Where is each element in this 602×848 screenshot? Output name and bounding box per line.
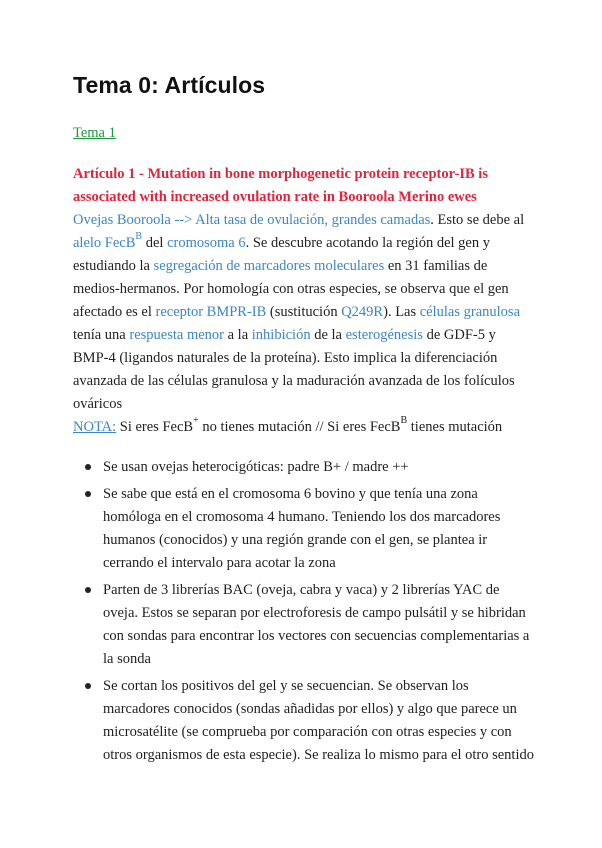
list-item: Se cortan los positivos del gel y se secuencian. Se observan los marcadores conocidos (sondas añadidas por ellos) y algo que parece un microsatélite (se comprueba por comparación con otras especies y con otros organismos de esta especie). Se realiza lo mismo para el otro sentido — [78, 675, 538, 767]
term-esterogenesis: esterogénesis — [345, 327, 423, 343]
article-title: Artículo 1 - Mutation in bone morphogenetic protein receptor-IB is associated with increased ovulation rate in Booroola Merino ewes — [73, 166, 488, 205]
list-item: Parten de 3 librerías BAC (oveja, cabra y vaca) y 2 librerías YAC de oveja. Estos se separan por electroforesis de campo pulsátil y se hibridan con sondas para encontrar los vectores con secuencias complementarias a la sonda — [78, 579, 538, 671]
nota-line: NOTA: Si eres FecB+ no tienes mutación // Si eres FecB$^B$ tienes mutación — [73, 415, 503, 435]
bullet-icon — [85, 491, 91, 497]
list-item: Se usan ovejas heterocigóticas: padre B+ / madre ++ — [78, 456, 538, 479]
term-receptor: receptor BMPR-IB — [155, 304, 267, 320]
term-ovejas: Ovejas Booroola --> Alta tasa de ovulación, grandes camadas — [73, 212, 431, 228]
term-respuesta: respuesta menor — [129, 327, 224, 343]
tema-link[interactable]: Tema 1 — [73, 125, 116, 141]
page-title: Tema 0: Artículos — [73, 72, 266, 98]
term-celulas: células granulosa — [419, 304, 521, 320]
bullet-list — [78, 456, 538, 771]
bullet-icon — [85, 683, 91, 689]
term-alelo: alelo FecB$^B$ — [73, 231, 143, 251]
term-q249r: Q249R — [341, 304, 384, 320]
term-cromosoma: cromosoma 6 — [167, 235, 246, 251]
article-paragraph: Ovejas Booroola --> Alta tasa de ovulación, grandes camadas. Esto se debe al alelo FecB$^B$ del cromosoma 6. Se descubre acotando la región del gen y estudiando la segregación de marcadores moleculares en 31 familias de medios-hermanos. Por homología con otras especies, se observa que el gen afectado es el receptor BMPR-IB (sustitución Q249R). Las células granulosa tenía una respuesta menor a la inhibición de la esterogénesis de GDF-5 y BMP-4 (ligandos naturales de la proteína). Esto implica la diferenciación avanzada de las células granulosa y la maduración avanzada de los folículos ováricos — [73, 212, 525, 412]
list-item: Se sabe que está en el cromosoma 6 bovino y que tenía una zona homóloga en el cromosoma 4 humano. Teniendo los dos marcadores humanos (conocidos) y una región grande con el gen, se plantea ir cerrando el intervalo para acotar la zona — [78, 483, 538, 575]
term-segregacion: segregación de marcadores moleculares — [153, 258, 385, 274]
bullet-icon — [85, 587, 91, 593]
term-inhibicion: inhibición — [251, 327, 311, 343]
bullet-icon — [85, 464, 91, 470]
nota-label[interactable]: NOTA: — [73, 419, 117, 435]
